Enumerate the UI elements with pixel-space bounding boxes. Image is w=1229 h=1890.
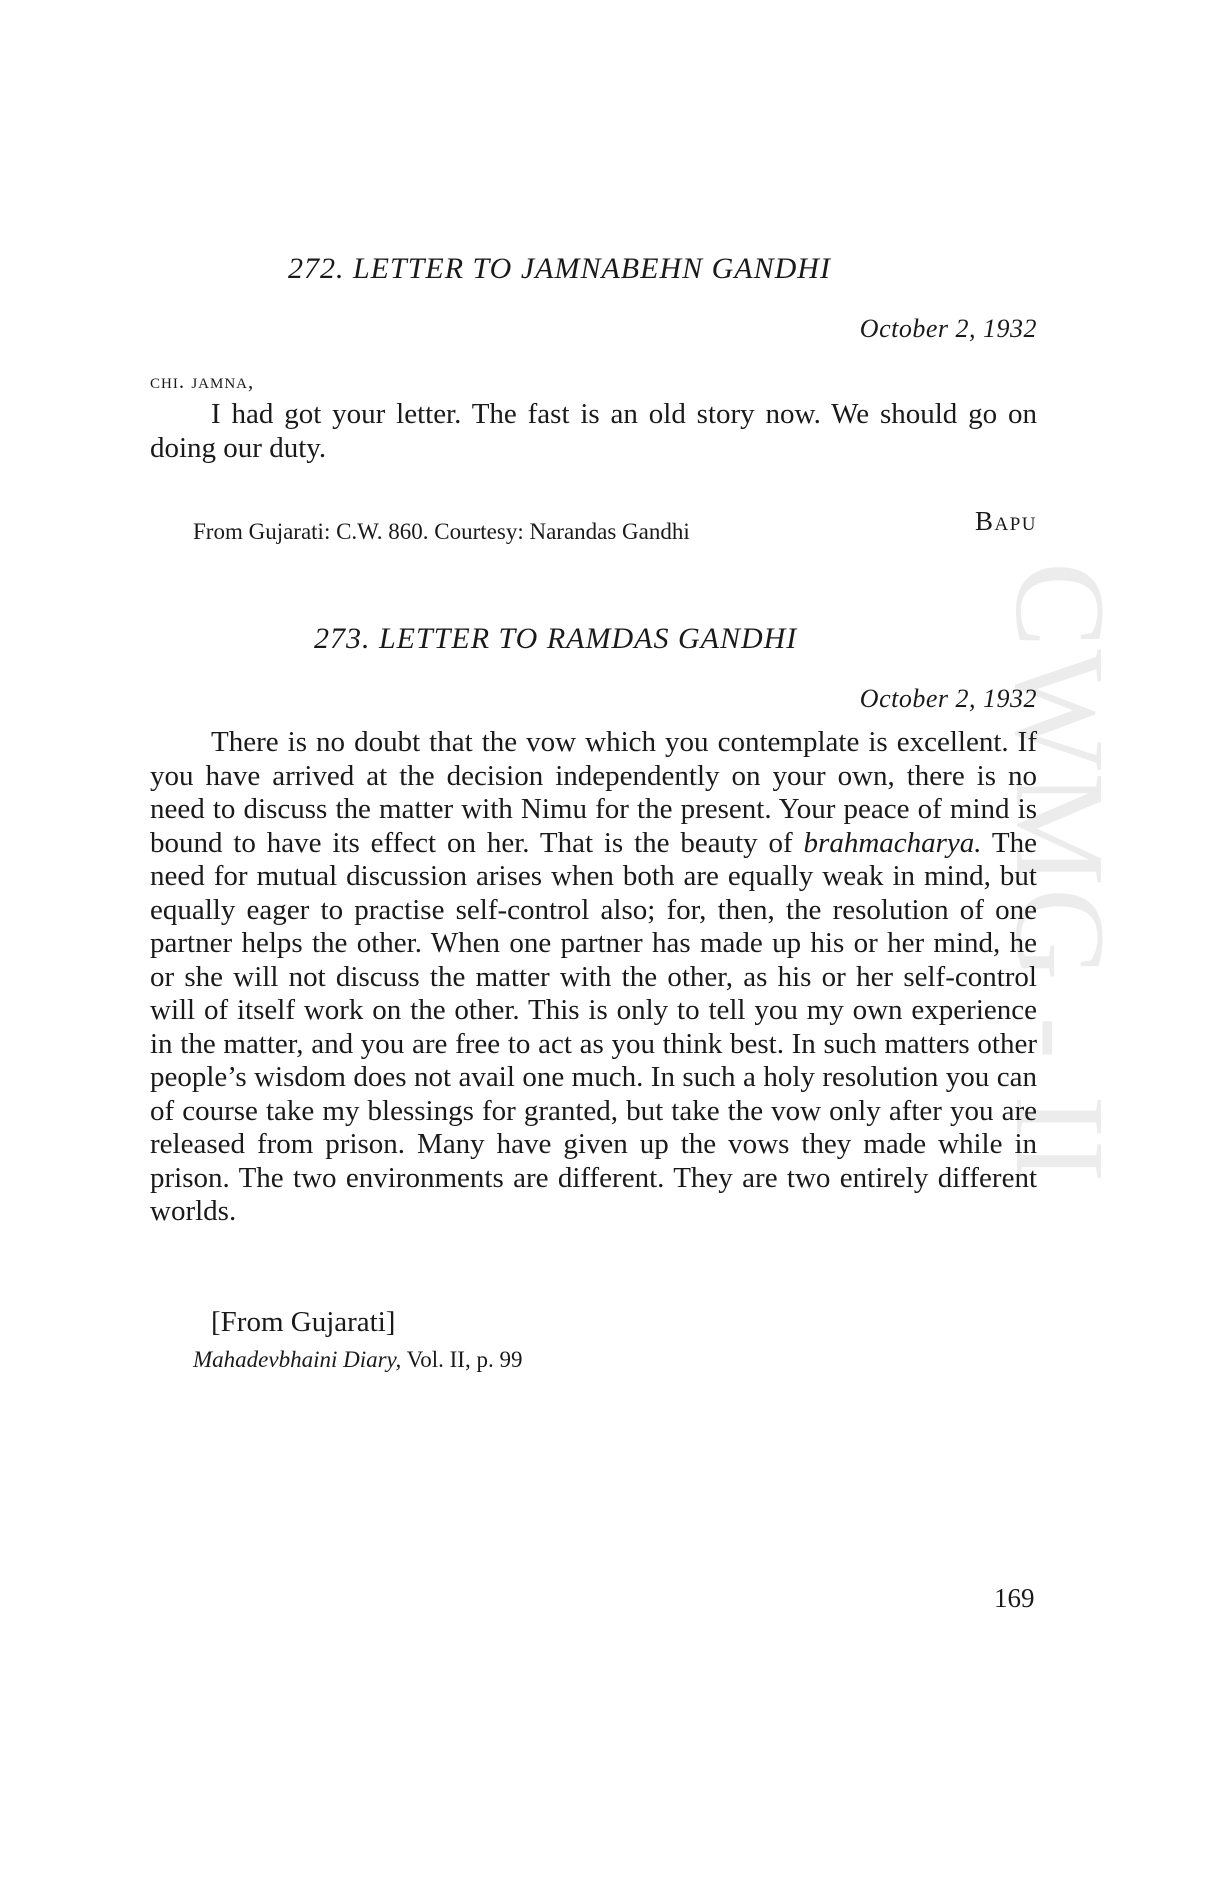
- letter-272-body-block: [150, 398, 1037, 465]
- page-number: 169: [994, 1583, 1035, 1613]
- letter-273-body-part-1: There is no doubt that the vow which you contemplate is excellent. If you have arrived at the decision independently on your own, there is no need to discuss the matter with Nimu for the present. Your peace of mind is bound to have its effect on her. That is the beauty of: [150, 726, 1037, 859]
- letter-273-source-ref: Vol. II, p. 99: [401, 1347, 523, 1372]
- letter-272-body: I had got your letter. The fast is an old story now. We should go on doing our duty.: [150, 398, 1037, 464]
- letter-273-source-citation: [193, 1347, 522, 1373]
- letter-272-heading: 272. LETTER TO JAMNABEHN GANDHI: [288, 252, 831, 285]
- letter-272-source: From Gujarati: C.W. 860. Courtesy: Narandas Gandhi: [193, 519, 690, 544]
- letter-273-source-language: [From Gujarati]: [211, 1306, 396, 1338]
- letter-273-body: [150, 726, 1037, 1229]
- letter-272-salutation: chi. jamna,: [150, 369, 255, 393]
- letter-272-signature: Bapu: [974, 506, 1037, 536]
- letter-273-body-part-2: The need for mutual discussion arises when both are equally weak in mind, but equally eager to practise self-control also; for, then, the resolution of one partner helps the other. When one partner has made up his or her mind, he or she will not discuss the matter with the other, as his or her self-control will of itself work on the other. This is only to tell you my own experience in the matter, and you are free to act as you think best. In such matters other people’s wisdom does not avail one much. In such a holy resolution you can of course take my blessings for granted, but take the vow only after you are released from prison. Many have given up the vows they made while in prison. The two environments are different. They are two entirely different worlds.: [150, 826, 1037, 1227]
- watermark-text: CWMG II: [1005, 562, 1131, 1185]
- letter-273-body-block: [150, 726, 1037, 1229]
- letter-273-date: October 2, 1932: [859, 684, 1037, 713]
- letter-273-heading: 273. LETTER TO RAMDAS GANDHI: [314, 622, 798, 655]
- letter-273-body-italic: brahmacharya.: [803, 826, 982, 859]
- letter-273-source-title: Mahadevbhaini Diary,: [193, 1347, 402, 1372]
- letter-272-date: October 2, 1932: [859, 314, 1037, 343]
